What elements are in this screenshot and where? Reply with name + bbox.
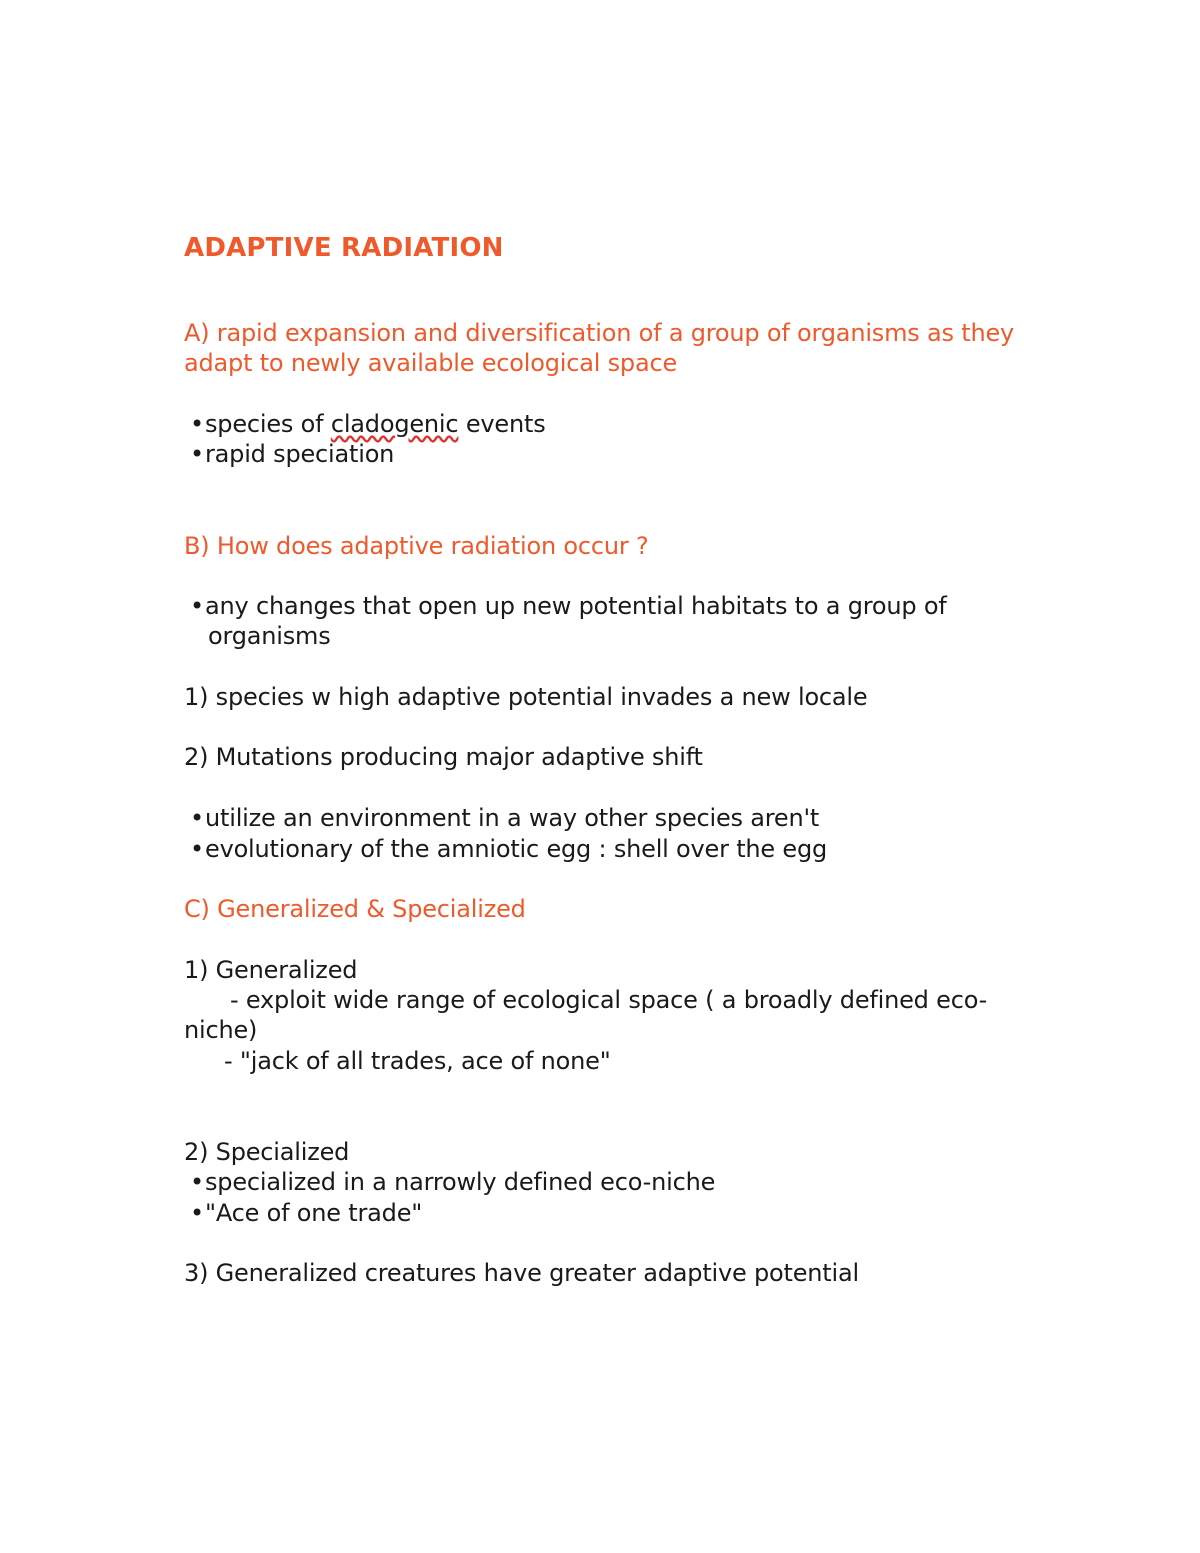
list-item-adaptive-potential-conclusion: 3) Generalized creatures have greater adaptive potential [184,1259,859,1287]
list-item-specialized: 2) Specialized [184,1138,350,1166]
bullet-marker: • [190,1199,204,1227]
generalized-detail-line1: - exploit wide range of ecological space ( a broadly defined eco- [230,986,988,1014]
bullet-text-before: species of [205,410,331,438]
page-title: ADAPTIVE RADIATION [184,233,504,263]
bullet-marker: • [190,804,204,832]
bullet-ace-of-one-trade [190,1198,422,1228]
generalized-detail-line2: niche) [184,1016,258,1044]
list-item-mutations: 2) Mutations producing major adaptive shift [184,743,703,771]
section-a-heading-line2: adapt to newly available ecological space [184,349,678,377]
bullet-habitat-changes-line1 [190,591,947,621]
bullet-habitat-changes-line2: organisms [208,622,331,650]
bullet-text: "Ace of one trade" [205,1199,423,1227]
bullet-amniotic-egg [190,834,827,864]
bullet-text: any changes that open up new potential habitats to a group of [205,592,947,620]
bullet-rapid-speciation [190,439,394,469]
bullet-text-after: events [458,410,546,438]
bullet-utilize-environment [190,803,819,833]
bullet-text: specialized in a narrowly defined eco-niche [205,1168,716,1196]
bullet-marker: • [190,592,204,620]
spellcheck-underlined-word: cladogenic [330,410,459,438]
bullet-marker: • [190,440,204,468]
bullet-marker: • [190,410,204,438]
section-a-heading-line1: A) rapid expansion and diversification of a group of organisms as they [184,319,1015,347]
list-item-generalized: 1) Generalized [184,956,358,984]
bullet-marker: • [190,1168,204,1196]
bullet-narrow-eco-niche [190,1167,715,1197]
bullet-text: evolutionary of the amniotic egg : shell over the egg [205,835,828,863]
bullet-cladogenic-events [190,409,546,439]
generalized-quote: - "jack of all trades, ace of none" [224,1047,611,1075]
bullet-text: rapid speciation [205,440,395,468]
section-b-heading: B) How does adaptive radiation occur ? [184,532,649,560]
bullet-marker: • [190,835,204,863]
section-c-heading: C) Generalized & Specialized [184,895,526,923]
bullet-text: utilize an environment in a way other species aren't [205,804,820,832]
list-item-high-adaptive-potential: 1) species w high adaptive potential invades a new locale [184,683,868,711]
